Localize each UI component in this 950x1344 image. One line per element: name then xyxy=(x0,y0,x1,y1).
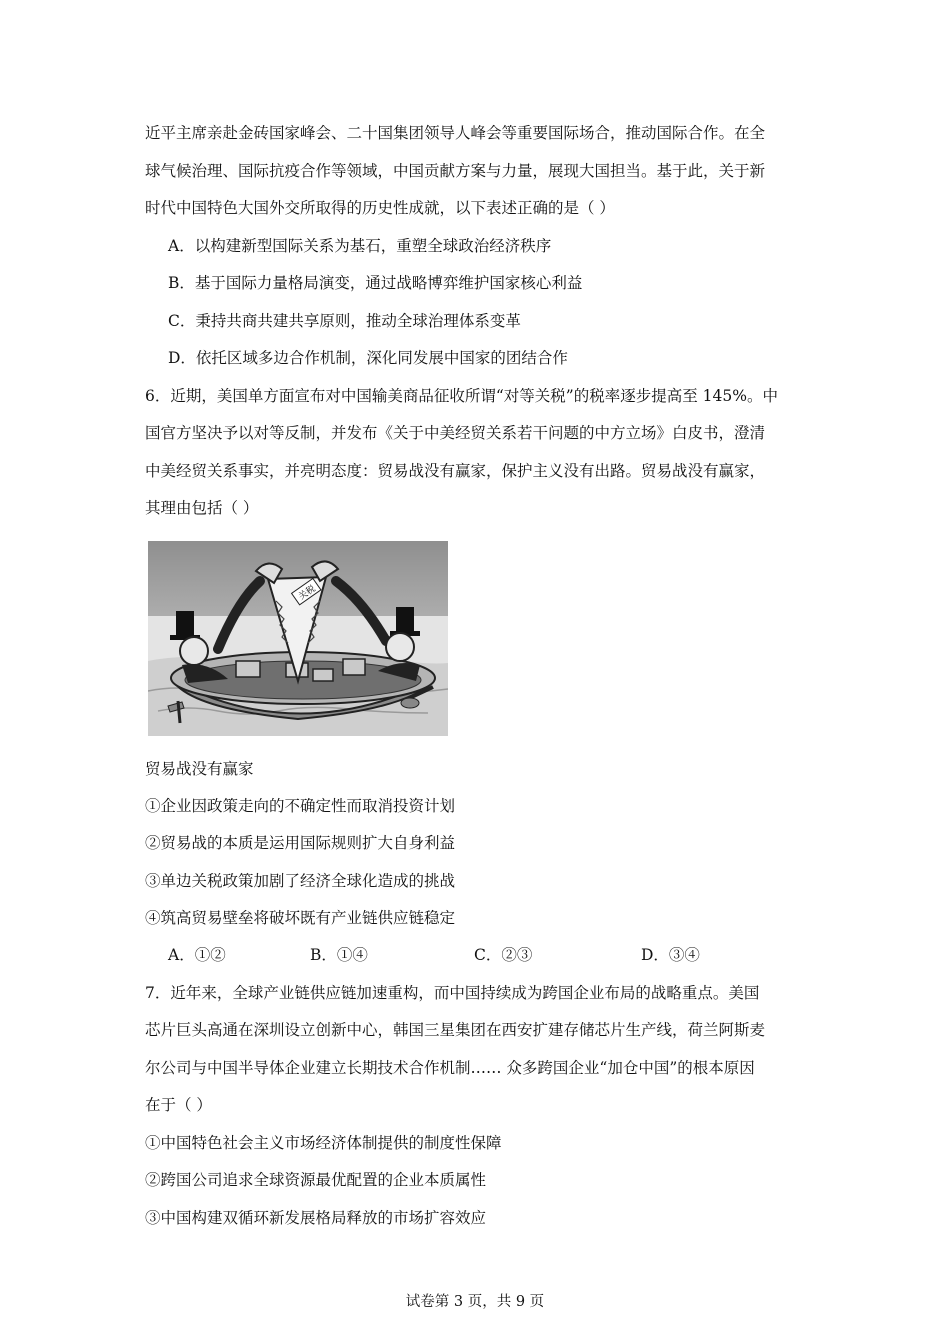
q7-stem-line-1: 7．近年来，全球产业链供应链加速重构，而中国持续成为跨国企业布局的战略重点。美国 xyxy=(145,984,760,1002)
trade-war-cartoon xyxy=(148,541,448,736)
q5-option-a: A．以构建新型国际关系为基石，重塑全球政治经济秩序 xyxy=(168,237,552,255)
q6-choice-a: A．①② xyxy=(168,946,226,964)
q6-choice-b: B．①④ xyxy=(310,946,368,964)
q6-stem-line-4: 其理由包括（ ） xyxy=(145,499,259,517)
q6-stem-line-2: 国官方坚决予以对等反制，并发布《关于中美经贸关系若干问题的中方立场》白皮书，澄清 xyxy=(145,424,766,442)
tariff-label: 关税 xyxy=(297,583,318,603)
q5-option-d: D．依托区域多边合作机制，深化同发展中国家的团结合作 xyxy=(168,349,568,367)
q7-statement-1: ①中国特色社会主义市场经济体制提供的制度性保障 xyxy=(145,1134,502,1152)
q5-stem-line-3: 时代中国特色大国外交所取得的历史性成就，以下表述正确的是（ ） xyxy=(145,199,615,217)
q6-choice-c: C．②③ xyxy=(474,946,533,964)
q6-statement-3: ③单边关税政策加剧了经济全球化造成的挑战 xyxy=(145,872,456,890)
page-footer: 试卷第 3 页，共 9 页 xyxy=(405,1294,545,1310)
q6-statement-4: ④筑高贸易壁垒将破坏既有产业链供应链稳定 xyxy=(145,909,456,927)
q7-stem-line-3: 尔公司与中国半导体企业建立长期技术合作机制…… 众多跨国企业“加仓中国”的根本原因 xyxy=(145,1059,755,1077)
q6-image-caption: 贸易战没有赢家 xyxy=(145,760,254,778)
q6-stem-line-3: 中美经贸关系事实，并亮明态度：贸易战没有赢家，保护主义没有出路。贸易战没有赢家， xyxy=(145,462,766,480)
q6-choice-d: D．③④ xyxy=(641,946,700,964)
q7-statement-3: ③中国构建双循环新发展格局释放的市场扩容效应 xyxy=(145,1209,487,1227)
q5-option-c: C．秉持共商共建共享原则，推动全球治理体系变革 xyxy=(168,312,521,330)
q6-stem-line-1: 6．近期，美国单方面宣布对中国输美商品征收所谓“对等关税”的税率逐步提高至 145%。中 xyxy=(145,387,778,405)
q7-statement-2: ②跨国公司追求全球资源最优配置的企业本质属性 xyxy=(145,1171,487,1189)
q5-stem-line-1: 近平主席亲赴金砖国家峰会、二十国集团领导人峰会等重要国际场合，推动国际合作。在全 xyxy=(145,124,766,142)
q6-statement-1: ①企业因政策走向的不确定性而取消投资计划 xyxy=(145,797,456,815)
q7-stem-line-4: 在于（ ） xyxy=(145,1096,212,1114)
q5-option-b: B．基于国际力量格局演变，通过战略博弈维护国家核心利益 xyxy=(168,274,583,292)
q6-statement-2: ②贸易战的本质是运用国际规则扩大自身利益 xyxy=(145,834,456,852)
q7-stem-line-2: 芯片巨头高通在深圳设立创新中心，韩国三星集团在西安扩建存储芯片生产线，荷兰阿斯麦 xyxy=(145,1021,766,1039)
q5-stem-line-2: 球气候治理、国际抗疫合作等领域，中国贡献方案与力量，展现大国担当。基于此，关于新 xyxy=(145,162,766,180)
